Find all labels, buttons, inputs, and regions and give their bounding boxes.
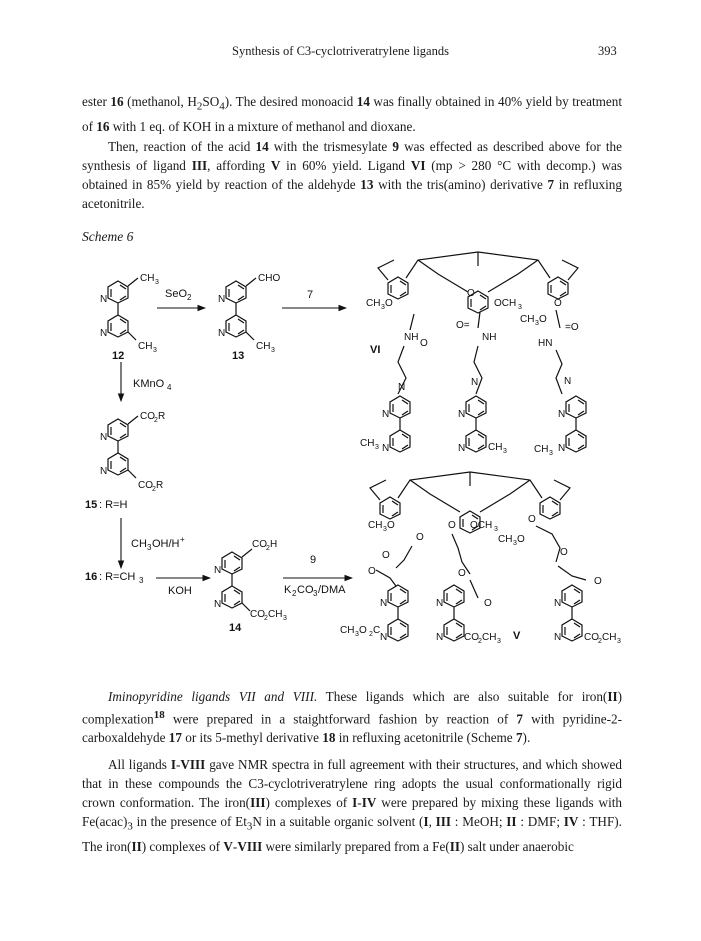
svg-text:V: V — [513, 630, 521, 642]
svg-text:C: C — [373, 625, 381, 636]
svg-text:CH: CH — [482, 632, 497, 643]
svg-text:2: 2 — [598, 638, 602, 645]
svg-text:N: N — [564, 376, 572, 387]
ligand-VI-structure — [360, 252, 586, 457]
svg-text:OH/H: OH/H — [152, 538, 180, 550]
svg-text:CH: CH — [602, 632, 617, 643]
svg-text:R: R — [158, 411, 166, 422]
svg-text:3: 3 — [535, 320, 539, 327]
svg-text:N: N — [398, 382, 406, 393]
svg-text:2: 2 — [266, 545, 270, 552]
svg-text:CO: CO — [138, 480, 153, 491]
svg-text:3: 3 — [503, 448, 507, 455]
svg-text:2: 2 — [154, 417, 158, 424]
svg-text:KOH: KOH — [168, 585, 192, 597]
svg-text:CO: CO — [250, 609, 265, 620]
svg-text:3: 3 — [494, 526, 498, 533]
paragraph-1: ester 16 (methanol, $H_2SO_4$). The desired monoacid 14 was finally obtained in 40% yield by treatment of 16 with 1 eq. of KOH in a mixture of methanol and dioxane. — [82, 94, 622, 134]
paragraph-3: Iminopyridine ligands VII and VIII. These ligands which are also suitable for iron(II) complexation$^{18}$ were prepared in a staightforward fashion by reaction of 7 with pyridine-2-carboxaldehyde 17 or its 5-methyl derivative 18 in refluxing acetonitrile (Scheme 7). — [82, 689, 622, 746]
svg-text:CO: CO — [252, 539, 267, 550]
svg-text:+: + — [180, 535, 185, 544]
svg-text:2: 2 — [152, 486, 156, 493]
svg-text:O: O — [528, 514, 536, 525]
svg-text:: R=CH: : R=CH — [99, 571, 136, 583]
svg-text:O: O — [560, 547, 568, 558]
svg-text:CH: CH — [498, 534, 513, 545]
svg-text:CH: CH — [138, 341, 153, 352]
svg-text:CH: CH — [368, 520, 383, 531]
svg-text:CH: CH — [340, 625, 355, 636]
scheme-label: Scheme 6 — [82, 229, 134, 244]
svg-text:CH: CH — [131, 538, 147, 550]
svg-text:O: O — [420, 338, 428, 349]
svg-text:15: 15 — [85, 499, 98, 511]
svg-text:CHO: CHO — [258, 273, 281, 284]
svg-text:2: 2 — [264, 615, 268, 622]
svg-text:CH: CH — [360, 438, 375, 449]
svg-text:CH: CH — [366, 298, 381, 309]
svg-text:O: O — [594, 576, 602, 587]
svg-text:CH: CH — [534, 444, 549, 455]
svg-text:HN: HN — [538, 338, 553, 349]
svg-text:CH: CH — [520, 314, 535, 325]
svg-text:K: K — [284, 584, 292, 596]
svg-text:CO: CO — [297, 584, 314, 596]
svg-text:O: O — [517, 534, 525, 545]
svg-text:3: 3 — [617, 638, 621, 645]
svg-text:3: 3 — [518, 304, 522, 311]
svg-text:3: 3 — [381, 304, 385, 311]
svg-text:CO: CO — [584, 632, 599, 643]
svg-text:NH: NH — [482, 332, 497, 343]
svg-text:4: 4 — [167, 383, 172, 392]
svg-text:KMnO: KMnO — [133, 378, 165, 390]
svg-text:/DMA: /DMA — [318, 584, 346, 596]
svg-text:N: N — [471, 377, 479, 388]
svg-text:3: 3 — [271, 347, 275, 354]
svg-text:3: 3 — [283, 615, 287, 622]
svg-text:CO: CO — [140, 411, 155, 422]
svg-text:12: 12 — [112, 350, 125, 362]
svg-text:O: O — [539, 314, 547, 325]
svg-text:3: 3 — [497, 638, 501, 645]
page-number: 393 — [598, 44, 617, 58]
compound-13-structure — [218, 273, 280, 362]
svg-text:O: O — [484, 598, 492, 609]
svg-text:O: O — [448, 520, 456, 531]
paragraph-4: All ligands I-VIII gave NMR spectra in full agreement with their structures, and which showed that in these compounds the C3-cyclotriveratrylene ring adopts the usual conformationally rigid crown conformation. The iron(III) complexes of I-IV were prepared by mixing these ligands with $Fe(acac)_3$ in the presence of $Et_3N$ in a suitable organic solvent (I, III : MeOH; II : DMF; IV : THF). The iron(II) complexes of V-VIII were similarly prepared from a Fe(II) salt under anaerobic — [82, 757, 622, 854]
svg-text:3: 3 — [355, 631, 359, 638]
compound-12-structure — [100, 273, 159, 362]
svg-text:O: O — [385, 298, 393, 309]
ligand-V-structure — [340, 472, 621, 645]
svg-text:O: O — [382, 550, 390, 561]
svg-text:7: 7 — [307, 289, 314, 301]
svg-text:O: O — [359, 625, 367, 636]
svg-text:3: 3 — [153, 347, 157, 354]
header-title: Synthesis of C3-cyclotriveratrylene ligands — [232, 44, 449, 58]
svg-text:9: 9 — [310, 554, 317, 566]
svg-text:H: H — [270, 539, 278, 550]
svg-text:CH: CH — [268, 609, 283, 620]
svg-text:OCH: OCH — [470, 520, 493, 531]
svg-text:CH: CH — [140, 273, 155, 284]
svg-text:2: 2 — [369, 631, 373, 638]
paragraph-2: Then, reaction of the acid 14 with the trismesylate 9 was effected as described above for the synthesis of ligand III, affording V in 60% yield. Ligand VI (mp > 280 °C with decomp.) was obtained in 85% yield by reaction of the aldehyde 13 with the tris(amino) derivative 7 in refluxing acetonitrile. — [82, 139, 622, 211]
svg-text:14: 14 — [229, 622, 242, 634]
svg-text:=O: =O — [565, 322, 579, 333]
svg-text:3: 3 — [513, 540, 517, 547]
svg-text:CO: CO — [464, 632, 479, 643]
svg-text:3: 3 — [139, 576, 144, 585]
svg-text:O: O — [368, 566, 376, 577]
svg-text:13: 13 — [232, 350, 245, 362]
svg-text:CH: CH — [488, 442, 503, 453]
svg-text:O: O — [387, 520, 395, 531]
svg-text:O: O — [467, 288, 475, 299]
svg-text:NH: NH — [404, 332, 419, 343]
svg-text:3: 3 — [383, 526, 387, 533]
compound-14-structure — [214, 539, 287, 634]
svg-text:R: R — [156, 480, 164, 491]
svg-text:O: O — [416, 532, 424, 543]
svg-text:2: 2 — [478, 638, 482, 645]
svg-text:3: 3 — [375, 444, 379, 451]
svg-text:3: 3 — [147, 543, 152, 552]
svg-text:CH: CH — [256, 341, 271, 352]
svg-text:2: 2 — [292, 589, 297, 598]
svg-text:O: O — [554, 298, 562, 309]
svg-text:3: 3 — [313, 589, 318, 598]
svg-text:SeO: SeO — [165, 288, 188, 300]
svg-text:VI: VI — [370, 344, 381, 356]
svg-text:3: 3 — [155, 279, 159, 286]
svg-text:OCH: OCH — [494, 298, 517, 309]
svg-text:2: 2 — [187, 293, 192, 302]
svg-text:O=: O= — [456, 320, 470, 331]
compound-15-structure — [100, 411, 165, 493]
svg-text:3: 3 — [549, 450, 553, 457]
svg-text:: R=H: : R=H — [99, 499, 128, 511]
svg-text:16: 16 — [85, 571, 98, 583]
svg-text:O: O — [458, 568, 466, 579]
